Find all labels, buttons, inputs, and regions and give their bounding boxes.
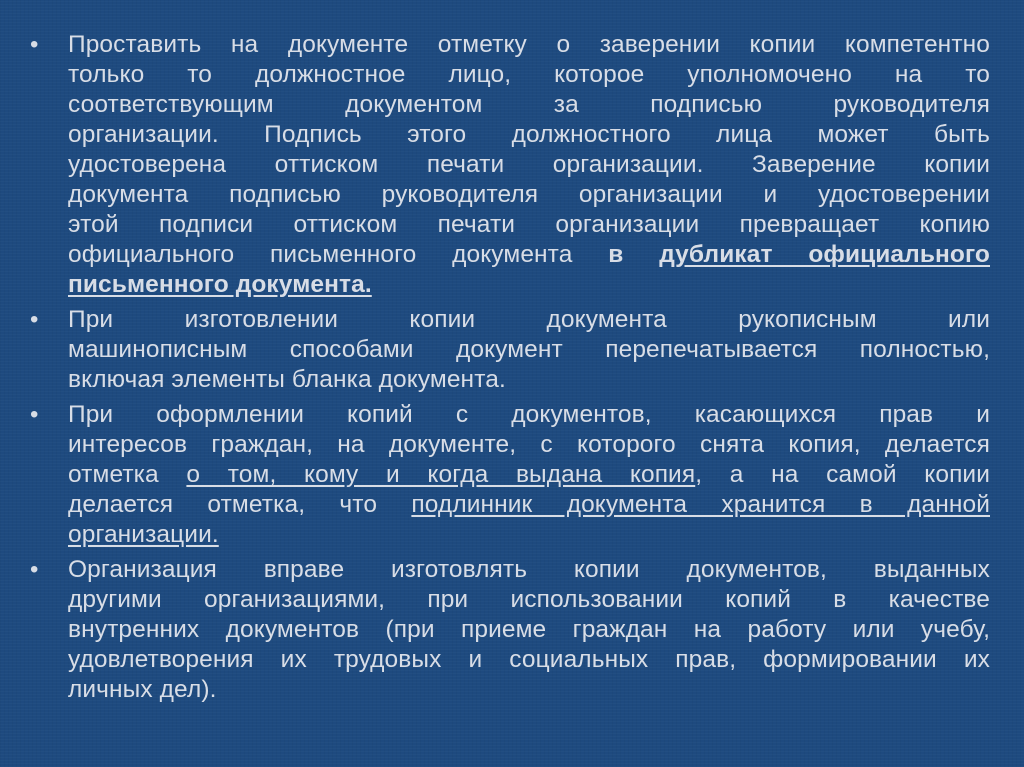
underlined-text: подлинник документа хранится в данной: [411, 491, 990, 518]
text-segment: только то должностное лицо, которое уполномочено на то: [68, 61, 990, 88]
text-segment: другими организациями, при использовании копий в качестве: [68, 586, 990, 613]
text-line: [68, 585, 990, 615]
text-line: [68, 430, 990, 460]
text-line: [68, 365, 990, 395]
bullet-item-citizen-rights: [30, 400, 990, 550]
text-segment: делается отметка, что: [68, 491, 412, 518]
text-segment: , а на самой копии: [695, 461, 991, 488]
text-line: [68, 460, 990, 490]
text-segment: официального письменного документа: [68, 241, 609, 268]
emphasis-text: в: [608, 241, 660, 268]
text-line: [68, 490, 990, 520]
text-line: [68, 180, 990, 210]
text-line: [68, 30, 990, 60]
underlined-text: о том, кому и когда выдана копия: [186, 461, 696, 488]
text-segment: включая элементы бланка документа.: [68, 366, 506, 393]
text-line: [68, 60, 990, 90]
bullet-icon: •: [30, 556, 39, 583]
text-line: [68, 90, 990, 120]
text-segment: При изготовлении копии документа рукописным или: [68, 306, 990, 333]
text-line: [68, 555, 990, 585]
underlined-text: организации.: [68, 521, 219, 548]
text-line: [68, 270, 990, 300]
text-segment: личных дел).: [68, 676, 217, 703]
text-segment: интересов граждан, на документе, с которого снята копия, делается: [68, 431, 990, 458]
bullet-icon: •: [30, 306, 39, 333]
text-segment: соответствующим документом за подписью руководителя: [68, 91, 990, 118]
text-segment: удостоверена оттиском печати организации. Заверение копии: [68, 151, 990, 178]
text-line: [68, 210, 990, 240]
text-line: [68, 150, 990, 180]
text-line: [68, 520, 990, 550]
text-segment: документа подписью руководителя организации и удостоверении: [68, 181, 990, 208]
text-segment: внутренних документов (при приеме граждан на работу или учебу,: [68, 616, 990, 643]
bullet-icon: •: [30, 31, 39, 58]
text-segment: Организация вправе изготовлять копии документов, выданных: [68, 556, 990, 583]
bullet-item-other-organizations: [30, 555, 990, 705]
emphasis-underlined-text: дубликат официального: [659, 241, 990, 268]
text-line: [68, 400, 990, 430]
text-segment: удовлетворения их трудовых и социальных прав, формировании их: [68, 646, 990, 673]
text-segment: При оформлении копий с документов, касающихся прав и: [68, 401, 990, 428]
text-line: [68, 305, 990, 335]
text-segment: машинописным способами документ перепечатывается полностью,: [68, 336, 990, 363]
bullet-item-handwritten-copy: [30, 305, 990, 395]
text-line: [68, 335, 990, 365]
text-line: [68, 645, 990, 675]
text-line: [68, 240, 990, 270]
text-line: [68, 615, 990, 645]
text-segment: этой подписи оттиском печати организации превращает копию: [68, 211, 990, 238]
text-line: [68, 120, 990, 150]
text-segment: организации. Подпись этого должностного лица может быть: [68, 121, 990, 148]
emphasis-underlined-text: письменного документа.: [68, 271, 372, 298]
text-segment: отметка: [68, 461, 187, 488]
text-line: [68, 675, 990, 705]
bullet-list: [30, 30, 990, 705]
bullet-item-certification: [30, 30, 990, 300]
text-segment: Проставить на документе отметку о заверении копии компетентно: [68, 31, 990, 58]
bullet-icon: •: [30, 401, 39, 428]
